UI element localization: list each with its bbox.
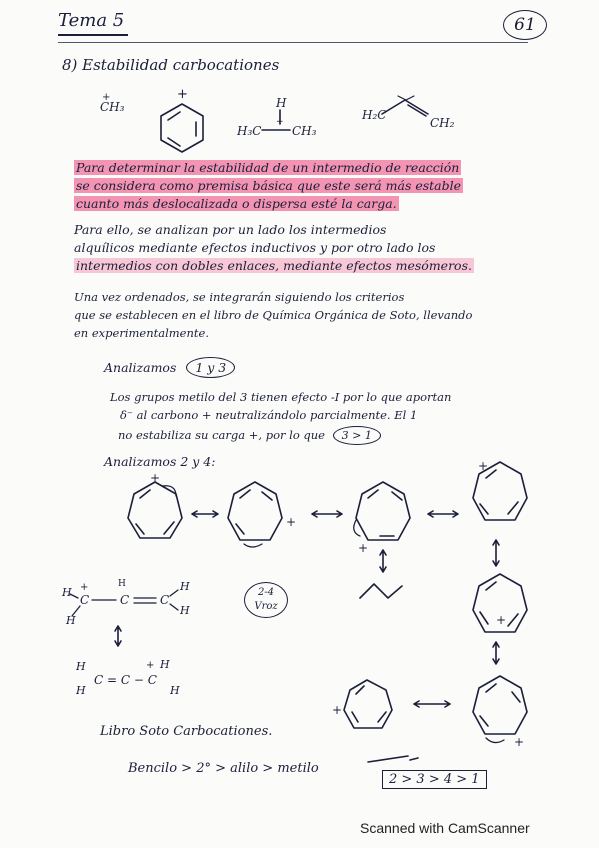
svg-text:H: H — [118, 579, 126, 589]
svg-text:+: + — [102, 92, 111, 103]
isopropyl-left-label: H₃C — [237, 124, 262, 138]
tropylium-2 — [228, 482, 296, 547]
svg-text:+: + — [496, 613, 507, 627]
tropylium-1 — [128, 471, 182, 538]
svg-text:H: H — [76, 660, 86, 673]
para2-line-3: intermedios con dobles enlaces, mediante efectos mesómeros. — [76, 258, 472, 273]
allyl-right-label: CH₂ — [430, 116, 455, 130]
svg-text:C: C — [120, 593, 130, 607]
para3-line-1: Una vez ordenados, se integrarán siguiendo los criterios — [74, 290, 405, 304]
svg-text:+: + — [150, 471, 161, 485]
analysis1-result: 3 > 1 — [333, 426, 381, 445]
tropylium-4 — [473, 459, 527, 520]
analysis2-heading: Analizamos 2 y 4: — [104, 454, 216, 469]
top-ring-structure — [161, 87, 203, 152]
svg-text:H: H — [62, 586, 72, 599]
svg-text:C = C − C: C = C − C — [94, 673, 157, 687]
isopropyl-h-label: H — [276, 96, 287, 110]
allyl-badge: 2-4 Vroz — [244, 582, 288, 618]
svg-text:+: + — [80, 582, 89, 593]
highlight-line-1: Para determinar la estabilidad de un intermedio de reacción — [76, 160, 460, 175]
final-order: 2 > 3 > 4 > 1 — [382, 770, 487, 789]
analysis1-line-1: Los grupos metilo del 3 tienen efecto -I por lo que aportan — [110, 390, 452, 404]
scanner-watermark: Scanned with CamScanner — [360, 820, 530, 836]
svg-text:+: + — [286, 515, 297, 529]
svg-text:+: + — [332, 703, 343, 717]
section-heading: 8) Estabilidad carbocationes — [62, 56, 280, 74]
analysis1-heading: Analizamos 1 y 3 — [104, 357, 235, 378]
para2-line-1: Para ello, se analizan por un lado los intermedios — [74, 222, 387, 237]
analysis1-line-3: no estabiliza su carga +, por lo que 3 > 1 — [118, 426, 381, 445]
svg-text:H: H — [180, 604, 190, 617]
svg-text:C: C — [160, 593, 170, 607]
svg-text:+: + — [146, 660, 155, 671]
para3-line-3: en experimentalmente. — [74, 326, 209, 340]
para3-line-2: que se establecen en el libro de Química Orgánica de Soto, llevando — [74, 308, 473, 322]
highlight-line-2: se considera como premisa básica que este será más estable — [76, 178, 462, 193]
analysis1-circled: 1 y 3 — [186, 357, 235, 378]
tropylium-3 — [354, 482, 410, 555]
svg-text:+: + — [358, 541, 369, 555]
highlight-line-3: cuanto más deslocalizada o dispersa esté la carga. — [76, 196, 397, 211]
cycloheptatriene-bottom — [332, 680, 392, 728]
para2-line-2: alquílicos mediante efectos inductivos y por otro lado los — [74, 240, 436, 255]
tropylium-5 — [473, 574, 527, 632]
svg-text:H: H — [160, 658, 170, 671]
svg-text:C: C — [80, 593, 90, 607]
book-title: Libro Soto Carbocationes. — [100, 724, 273, 739]
allyl-left-label: H₂C — [362, 108, 387, 122]
tropylium-6 — [473, 676, 527, 749]
allyl-cation-1 — [61, 579, 190, 627]
svg-text:H: H — [180, 580, 190, 593]
page-title: Tema 5 — [58, 10, 125, 31]
svg-text:+: + — [276, 117, 284, 127]
book-order: Bencilo > 2° > alilo > metilo — [128, 761, 319, 776]
analysis1-line-2: δ⁻ al carbono + neutralizándolo parcialmente. El 1 — [120, 408, 418, 422]
svg-text:H: H — [170, 684, 180, 697]
allyl-cation-2 — [75, 658, 180, 697]
svg-text:H: H — [66, 614, 76, 627]
svg-text:+: + — [177, 87, 188, 102]
svg-text:H: H — [76, 684, 86, 697]
page-number: 61 — [514, 15, 536, 35]
methyl-cation-label: CH₃ — [100, 100, 125, 114]
svg-text:+: + — [478, 459, 489, 473]
svg-text:+: + — [514, 735, 525, 749]
isopropyl-right-label: CH₃ — [292, 124, 317, 138]
